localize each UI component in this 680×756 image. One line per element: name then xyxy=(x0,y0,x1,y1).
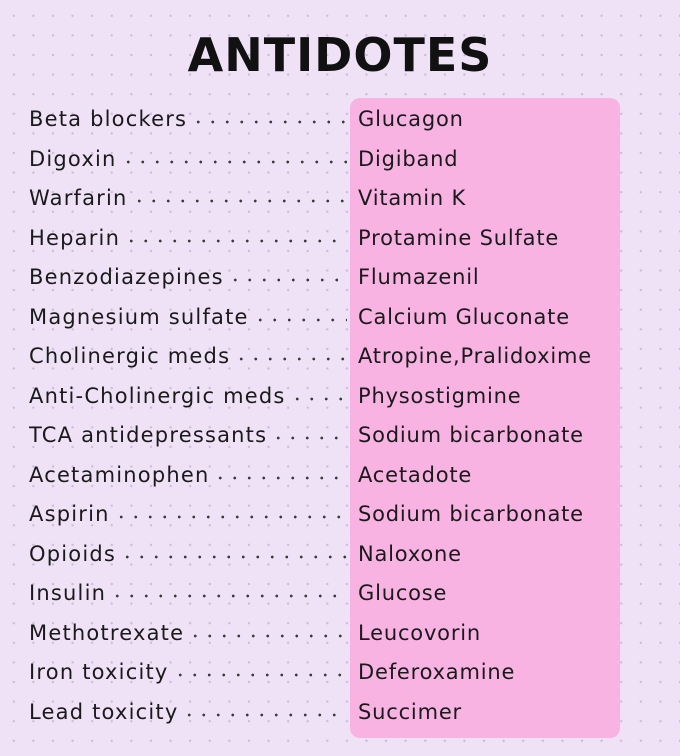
antidote-name: Physostigmine xyxy=(358,383,522,408)
dotted-leader xyxy=(124,239,347,243)
antidote-name: Sodium bicarbonate xyxy=(358,423,584,447)
drug-label: Digoxin xyxy=(29,146,117,171)
antidote-name: Protamine Sulfate xyxy=(358,225,560,250)
drug-name xyxy=(29,302,347,332)
dotted-leader xyxy=(120,555,347,559)
dotted-leader xyxy=(253,318,347,322)
drug-label: Methotrexate xyxy=(29,620,185,645)
list-item xyxy=(0,613,680,653)
drug-label: Magnesium sulfate xyxy=(29,304,249,329)
list-item xyxy=(0,178,680,218)
antidote-name: Sodium bicarbonate xyxy=(358,502,584,526)
drug-label: TCA antidepressants xyxy=(29,423,268,447)
drug-name xyxy=(29,578,347,608)
drug-label: Insulin xyxy=(29,581,107,605)
drug-label: Warfarin xyxy=(29,186,128,210)
drug-label: Cholinergic meds xyxy=(29,344,231,368)
dotted-leader xyxy=(234,357,347,361)
list-item xyxy=(0,455,680,495)
drug-name xyxy=(29,420,347,450)
antidote-name: Deferoxamine xyxy=(358,660,516,684)
drug-name xyxy=(29,539,347,569)
antidote-name: Vitamin K xyxy=(358,186,467,210)
antidote-name: Calcium Gluconate xyxy=(358,304,570,329)
antidote-name: Succimer xyxy=(358,699,462,724)
drug-name xyxy=(29,104,347,134)
drug-name xyxy=(29,657,347,687)
drug-name xyxy=(29,341,347,371)
dotted-leader xyxy=(290,397,347,401)
page-title: ANTIDOTES xyxy=(187,28,493,82)
drug-name xyxy=(29,499,347,529)
list-item xyxy=(0,494,680,534)
dotted-leader xyxy=(182,713,347,717)
drug-label: Aspirin xyxy=(29,502,110,526)
list-item xyxy=(0,534,680,574)
dotted-leader xyxy=(228,278,347,282)
antidote-name: Flumazenil xyxy=(358,265,480,289)
drug-name xyxy=(29,381,347,411)
antidote-name: Atropine,Pralidoxime xyxy=(358,344,592,368)
drug-name xyxy=(29,460,347,490)
drug-name xyxy=(29,697,347,727)
antidote-name: Glucose xyxy=(358,581,448,605)
drug-label: Lead toxicity xyxy=(29,699,179,724)
antidote-name: Digiband xyxy=(358,146,459,171)
drug-name xyxy=(29,183,347,213)
list-item xyxy=(0,415,680,455)
antidote-name: Acetadote xyxy=(358,462,473,487)
antidote-list xyxy=(0,99,680,731)
drug-name xyxy=(29,618,347,648)
list-item xyxy=(0,99,680,139)
list-item xyxy=(0,376,680,416)
list-item xyxy=(0,573,680,613)
antidote-name: Leucovorin xyxy=(358,620,482,645)
drug-label: Opioids xyxy=(29,541,117,566)
dotted-leader xyxy=(121,160,347,164)
list-item xyxy=(0,692,680,732)
list-item xyxy=(0,297,680,337)
dotted-leader xyxy=(110,594,347,598)
dotted-leader xyxy=(188,634,347,638)
list-item xyxy=(0,652,680,692)
dotted-leader xyxy=(213,476,347,480)
dotted-leader xyxy=(132,199,347,203)
dotted-leader xyxy=(173,673,347,677)
dotted-leader xyxy=(114,515,347,519)
dotted-leader xyxy=(271,436,347,440)
drug-name xyxy=(29,223,347,253)
list-item xyxy=(0,218,680,258)
antidote-name: Glucagon xyxy=(358,107,464,131)
dotted-leader xyxy=(191,120,347,124)
drug-label: Anti-Cholinergic meds xyxy=(29,383,286,408)
list-item xyxy=(0,336,680,376)
drug-label: Iron toxicity xyxy=(29,660,169,684)
list-item xyxy=(0,139,680,179)
drug-name xyxy=(29,144,347,174)
drug-label: Heparin xyxy=(29,225,121,250)
drug-label: Acetaminophen xyxy=(29,462,210,487)
antidote-name: Naloxone xyxy=(358,541,462,566)
list-item xyxy=(0,257,680,297)
drug-name xyxy=(29,262,347,292)
drug-label: Benzodiazepines xyxy=(29,265,224,289)
drug-label: Beta blockers xyxy=(29,107,188,131)
